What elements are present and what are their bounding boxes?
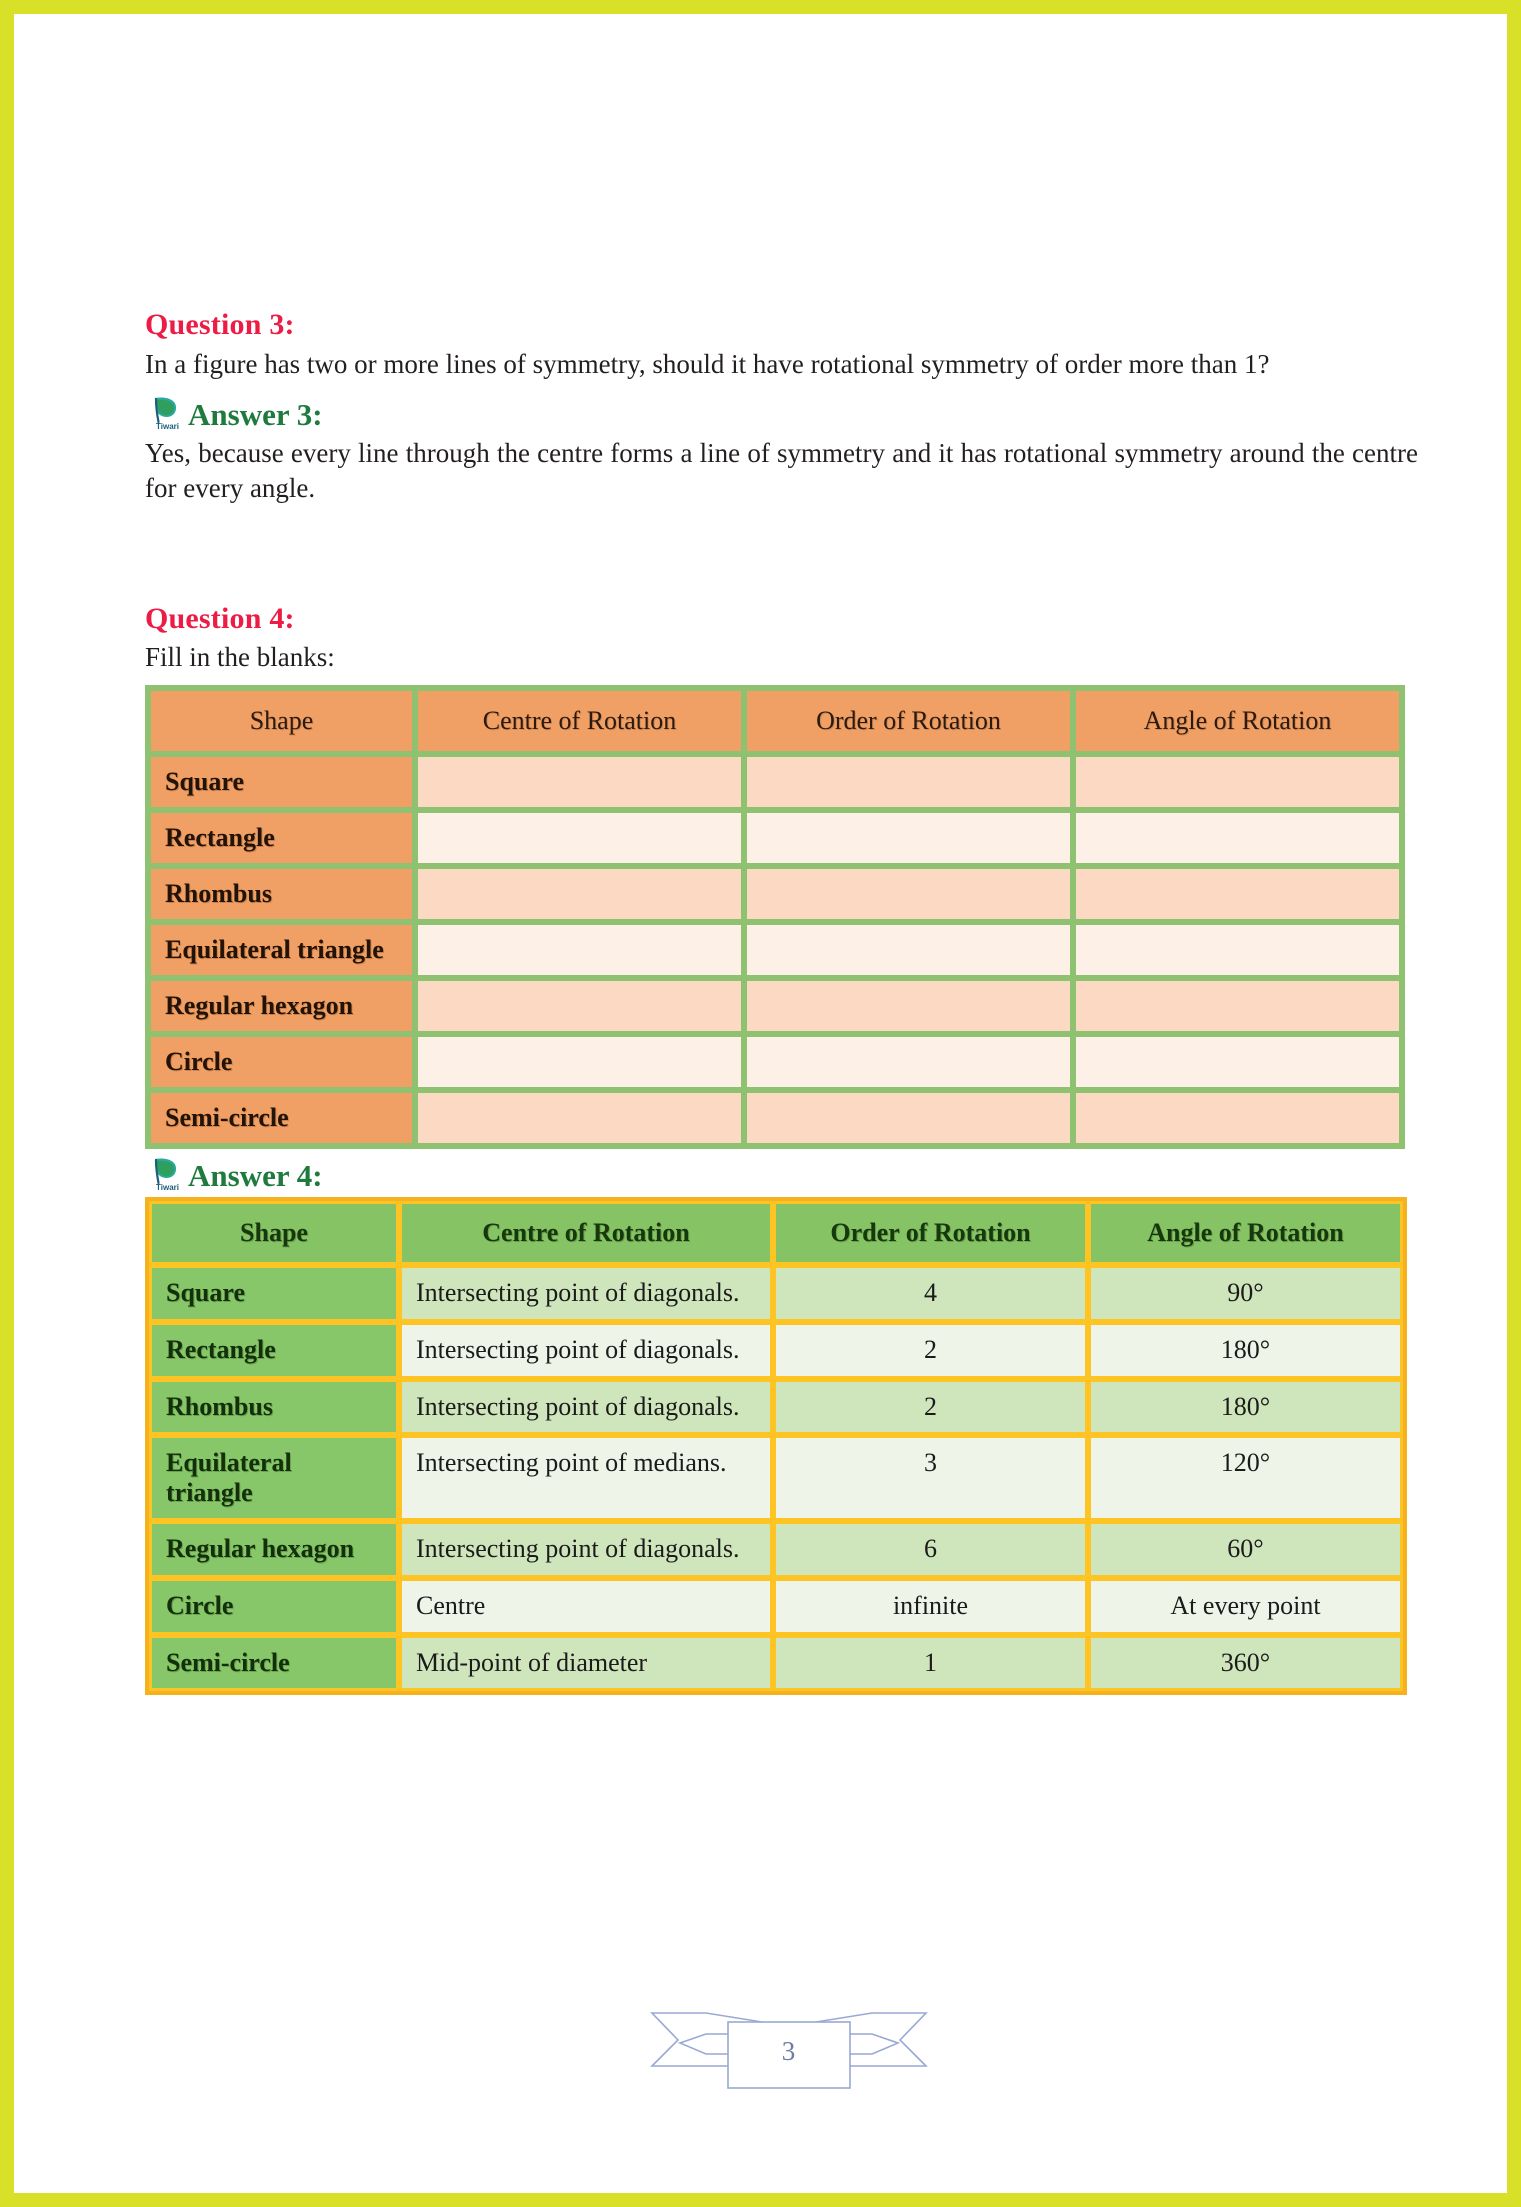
table-row [148,978,1402,1034]
cell-order-blank[interactable] [744,754,1073,810]
answer-3-text: Yes, because every line through the centre forms a line of symmetry and it has rotational symmetry around the centre for every angle. [145,437,1418,503]
cell-centre: Intersecting point of diagonals. [399,1379,773,1436]
cell-angle: 60° [1088,1521,1403,1578]
cell-centre: Intersecting point of medians. [399,1435,773,1521]
table-row [148,922,1402,978]
question-4-prompt: Fill in the blanks: [145,642,335,673]
col-header-order: Order of Rotation [773,1201,1088,1265]
table-row [149,1635,1403,1692]
tiwari-leaf-icon [145,392,185,432]
cell-centre: Intersecting point of diagonals. [399,1265,773,1322]
question-3-block [145,308,1418,506]
cell-centre-blank[interactable] [415,1034,744,1090]
answer-3-heading-row [145,392,1418,432]
cell-angle: 180° [1088,1322,1403,1379]
cell-centre-blank[interactable] [415,866,744,922]
cell-order: 6 [773,1521,1088,1578]
cell-centre-blank[interactable] [415,754,744,810]
cell-centre-blank[interactable] [415,810,744,866]
cell-order-blank[interactable] [744,810,1073,866]
cell-shape: Semi-circle [149,1635,399,1692]
cell-order-blank[interactable] [744,978,1073,1034]
cell-order: 3 [773,1435,1088,1521]
cell-order: 2 [773,1379,1088,1436]
cell-shape: Circle [148,1034,415,1090]
svg-text:Tiwari: Tiwari [156,1183,179,1193]
cell-order: 2 [773,1322,1088,1379]
cell-angle-blank[interactable] [1073,1090,1402,1146]
table-header-row [149,1201,1403,1265]
answer-3-heading: Answer 3: [188,396,323,432]
page-inner [28,28,1493,2179]
cell-order-blank[interactable] [744,922,1073,978]
cell-centre: Centre [399,1578,773,1635]
cell-angle: At every point [1088,1578,1403,1635]
blank-fill-in-table [145,685,1405,1149]
cell-shape: Square [149,1265,399,1322]
col-header-angle: Angle of Rotation [1073,688,1402,754]
table-row [148,1034,1402,1090]
answer-4-heading-row [145,1153,1418,1193]
section-spacer [145,506,1418,602]
page-number-ribbon [644,1988,934,2098]
cell-angle-blank[interactable] [1073,1034,1402,1090]
col-header-centre: Centre of Rotation [399,1201,773,1265]
cell-shape: Regular hexagon [148,978,415,1034]
table-row [149,1521,1403,1578]
page-footer [28,1988,1521,2148]
cell-order-blank[interactable] [744,866,1073,922]
table-row [148,866,1402,922]
cell-order-blank[interactable] [744,1034,1073,1090]
cell-centre: Intersecting point of diagonals. [399,1322,773,1379]
cell-shape: Rectangle [148,810,415,866]
table-row [149,1578,1403,1635]
page-number: 3 [781,2036,796,2066]
answer-4-heading: Answer 4: [188,1158,323,1194]
cell-order-blank[interactable] [744,1090,1073,1146]
table-spacer-top [145,675,1418,685]
table-row [149,1379,1403,1436]
cell-angle: 120° [1088,1435,1403,1521]
cell-order: 4 [773,1265,1088,1322]
cell-shape: Semi-circle [148,1090,415,1146]
cell-shape: Rectangle [149,1322,399,1379]
cell-angle-blank[interactable] [1073,866,1402,922]
table-row [148,810,1402,866]
cell-centre: Mid-point of diameter [399,1635,773,1692]
cell-angle-blank[interactable] [1073,754,1402,810]
cell-shape: Regular hexagon [149,1521,399,1578]
table-header-row [148,688,1402,754]
table-row [149,1322,1403,1379]
cell-shape: Circle [149,1578,399,1635]
table-row [149,1265,1403,1322]
cell-shape: Equilateral triangle [148,922,415,978]
col-header-order: Order of Rotation [744,688,1073,754]
cell-angle-blank[interactable] [1073,922,1402,978]
question-4-block [145,602,1418,676]
table-row [148,1090,1402,1146]
cell-angle-blank[interactable] [1073,978,1402,1034]
question-3-heading: Question 3: [145,308,295,341]
col-header-angle: Angle of Rotation [1088,1201,1403,1265]
cell-order: infinite [773,1578,1088,1635]
cell-shape: Rhombus [148,866,415,922]
cell-shape: Rhombus [149,1379,399,1436]
cell-angle-blank[interactable] [1073,810,1402,866]
cell-angle: 360° [1088,1635,1403,1692]
cell-centre-blank[interactable] [415,1090,744,1146]
cell-shape: Equilateral triangle [149,1435,399,1521]
table-row [149,1435,1403,1521]
cell-centre-blank[interactable] [415,978,744,1034]
col-header-centre: Centre of Rotation [415,688,744,754]
col-header-shape: Shape [149,1201,399,1265]
question-3-text: In a figure has two or more lines of symmetry, should it have rotational symmetry of order more than 1? [145,348,1270,379]
cell-angle: 180° [1088,1379,1403,1436]
cell-centre-blank[interactable] [415,922,744,978]
cell-shape: Square [148,754,415,810]
svg-text:Tiwari: Tiwari [156,421,179,431]
table-row [148,754,1402,810]
cell-angle: 90° [1088,1265,1403,1322]
cell-centre: Intersecting point of diagonals. [399,1521,773,1578]
question-4-heading: Question 4: [145,601,295,635]
cell-order: 1 [773,1635,1088,1692]
tiwari-leaf-icon [145,1153,185,1193]
answer-table [145,1197,1407,1695]
col-header-shape: Shape [148,688,415,754]
page-content [145,308,1418,1695]
